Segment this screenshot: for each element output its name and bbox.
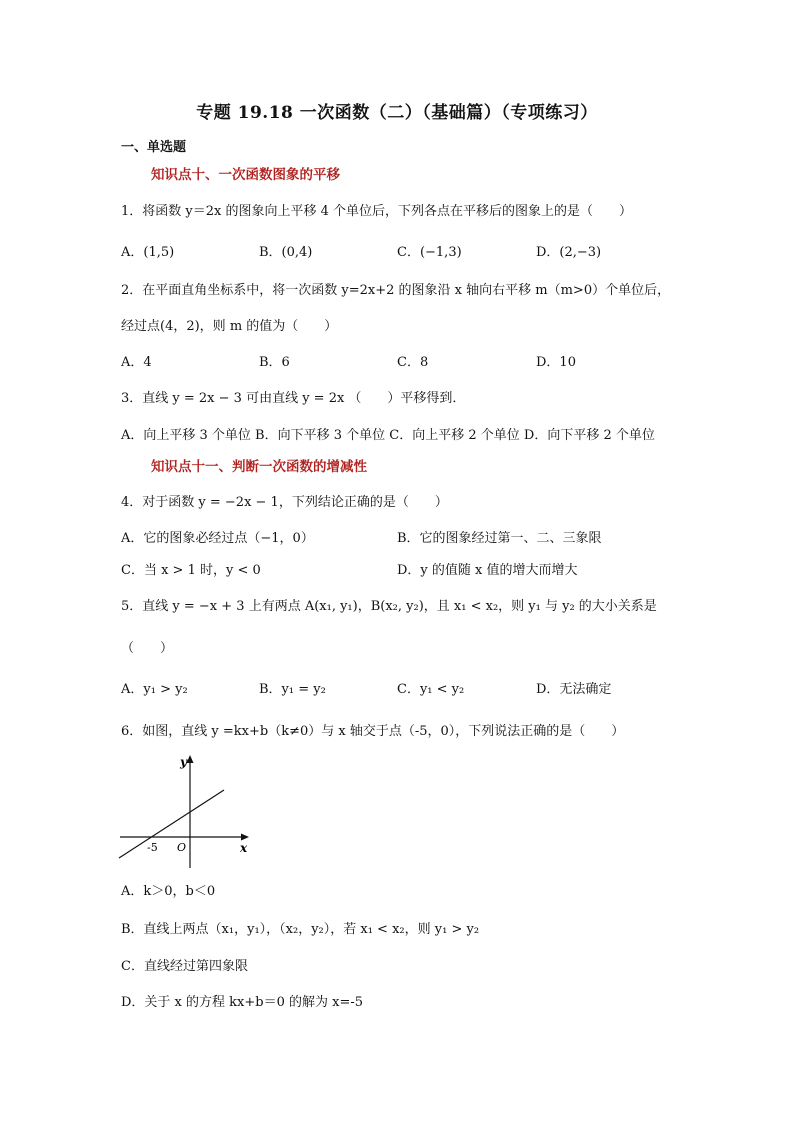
page-title: 专题 19.18 一次函数（二）（基础篇）（专项练习） — [196, 103, 598, 123]
q2-option-d: D．10 — [536, 355, 576, 370]
q2-option-c: C．8 — [397, 355, 429, 370]
q1-stem: 1．将函数 y＝2x 的图象向上平移 4 个单位后，下列各点在平移后的图象上的是（ ） — [121, 204, 633, 219]
q3-options: A．向上平移 3 个单位 B．向下平移 3 个单位 C．向上平移 2 个单位 D．向下平移 2 个单位 — [121, 428, 655, 443]
knowledge-point-11: 知识点十一、判断一次函数的增减性 — [151, 459, 367, 475]
q6-option-c: C．直线经过第四象限 — [121, 959, 248, 974]
q6-option-b: B．直线上两点（x₁，y₁），（x₂，y₂），若 x₁ < x₂，则 y₁ > y₂ — [121, 922, 480, 937]
q4-option-c: C．当 x > 1 时，y < 0 — [121, 563, 261, 578]
q6-line-graph — [114, 752, 254, 870]
q6-stem: 6．如图，直线 y =kx+b（k≠0）与 x 轴交于点（-5，0），下列说法正确的是（ ） — [121, 724, 625, 739]
x-axis-label: x — [240, 841, 248, 855]
x-axis-arrow-icon — [241, 834, 249, 841]
q6-option-d: D．关于 x 的方程 kx+b＝0 的解为 x=-5 — [121, 995, 363, 1010]
section-heading: 一、单选题 — [121, 140, 187, 155]
q1-option-d: D．(2,−3) — [536, 245, 602, 260]
q5-option-d: D．无法确定 — [536, 682, 612, 697]
q2-option-b: B．6 — [259, 355, 290, 370]
q3-stem: 3．直线 y = 2x − 3 可由直线 y = 2x （ ）平移得到． — [121, 391, 466, 406]
y-axis-arrow-icon — [187, 755, 194, 763]
q1-option-c: C．(−1,3) — [397, 245, 462, 260]
q1-option-a: A．(1,5) — [121, 245, 175, 260]
q4-option-a: A．它的图象必经过点（−1，0） — [121, 531, 314, 546]
q2-stem-line2: 经过点(4，2)，则 m 的值为（ ） — [121, 319, 338, 334]
origin-label: O — [177, 841, 187, 854]
q5-option-c: C．y₁ < y₂ — [397, 682, 465, 697]
q5-option-a: A．y₁ > y₂ — [121, 682, 188, 697]
q2-option-a: A．4 — [121, 355, 152, 370]
q1-option-b: B．(0,4) — [259, 245, 313, 260]
q2-stem-line1: 2．在平面直角坐标系中，将一次函数 y=2x+2 的图象沿 x 轴向右平移 m（m>0）个单位后， — [121, 283, 671, 298]
q4-stem: 4．对于函数 y = −2x − 1，下列结论正确的是（ ） — [121, 495, 448, 510]
q4-option-d: D．y 的值随 x 值的增大而增大 — [397, 563, 578, 578]
q5-option-b: B．y₁ = y₂ — [259, 682, 326, 697]
tick-label-minus-5: -5 — [147, 841, 158, 854]
y-axis-label: y — [180, 755, 187, 769]
q5-answer-paren: （ ） — [121, 641, 174, 656]
q5-stem: 5．直线 y = −x + 3 上有两点 A(x₁, y₁)，B(x₂, y₂)，且 x₁ < x₂，则 y₁ 与 y₂ 的大小关系是 — [121, 599, 657, 614]
q4-option-b: B．它的图象经过第一、二、三象限 — [397, 531, 602, 546]
q6-option-a: A．k＞0，b＜0 — [121, 884, 216, 899]
function-line — [119, 790, 224, 858]
knowledge-point-10: 知识点十、一次函数图象的平移 — [151, 167, 340, 183]
